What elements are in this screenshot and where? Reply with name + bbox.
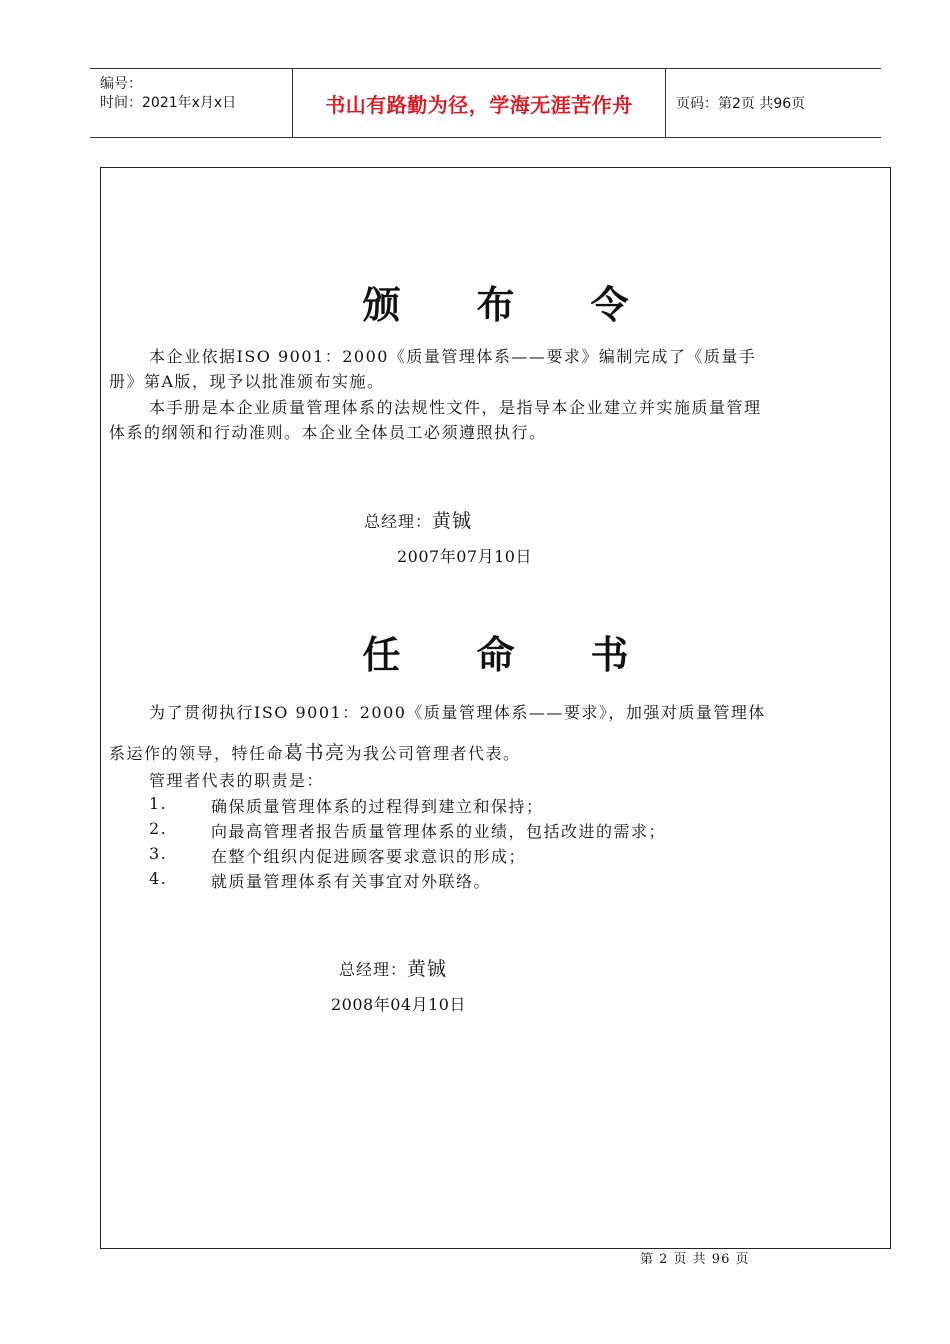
duties-intro: 管理者代表的职责是： [149, 771, 325, 790]
promulgation-paragraph-1 [109, 344, 881, 394]
promulgation-title-char: 颁 [362, 282, 401, 327]
duty-item [149, 844, 526, 867]
appointment-title-char: 命 [476, 632, 515, 677]
promulgation-date: 2007年07月10日 [397, 547, 532, 566]
appointment-title-char: 书 [590, 632, 629, 677]
promulgation-title [101, 274, 890, 329]
appointment-date: 2008年04月10日 [331, 995, 466, 1014]
header-motto: 书山有路勤为径，学海无涯苦作舟 [325, 92, 633, 117]
duty-item [149, 794, 544, 817]
duty-number: 2. [149, 819, 168, 838]
appointment-signature [339, 954, 447, 981]
text-segment: 为我公司管理者代表。 [345, 744, 521, 763]
duty-item [149, 869, 491, 892]
header-motto-cell [293, 69, 666, 137]
signer-name: 黄铖 [407, 958, 448, 980]
appointee-name: 葛书亮 [284, 742, 346, 764]
promulgation-title-char: 令 [590, 282, 629, 327]
promulgation-signature [364, 506, 472, 533]
duty-number: 1. [149, 794, 168, 813]
doc-number-label: 编号： [100, 76, 142, 92]
duty-number: 3. [149, 844, 168, 863]
duty-number: 4. [149, 869, 168, 888]
document-frame [100, 167, 891, 1249]
promulgation-paragraph-2 [109, 395, 881, 445]
duty-text: 确保质量管理体系的过程得到建立和保持； [211, 797, 544, 816]
signer-label: 总经理： [364, 512, 433, 531]
appointment-paragraph [109, 693, 881, 774]
duty-text: 就质量管理体系有关事宜对外联络。 [211, 872, 492, 891]
header-page-cell [666, 69, 881, 137]
text-line: 体系的纲领和行动准则。本企业全体员工必须遵照执行。 [109, 423, 547, 442]
duty-text: 在整个组织内促进顾客要求意识的形成； [211, 847, 527, 866]
text-line: 册》第A版，现予以批准颁布实施。 [109, 372, 385, 391]
header-meta-cell [90, 69, 293, 137]
footer-page-number: 第 2 页 共 96 页 [640, 1252, 750, 1267]
signer-label: 总经理： [339, 960, 408, 979]
text-line: 本手册是本企业质量管理体系的法规性文件，是指导本企业建立并实施质量管理 [149, 398, 762, 417]
header-table [90, 68, 881, 138]
text-line: 本企业依据ISO 9001：2000《质量管理体系——要求》编制完成了《质量手 [149, 347, 757, 366]
appointment-title-char: 任 [362, 632, 401, 677]
duty-text: 向最高管理者报告质量管理体系的业绩，包括改进的需求； [211, 822, 667, 841]
header-page-info: 页码：第2页 共96页 [676, 96, 806, 112]
text-line: 为了贯彻执行ISO 9001：2000《质量管理体系——要求》，加强对质量管理体 [149, 703, 766, 722]
doc-time-label: 时间：2021年x月x日 [100, 95, 237, 111]
promulgation-title-char: 布 [476, 282, 515, 327]
text-segment: 系运作的领导，特任命 [109, 744, 285, 763]
appointment-title [101, 624, 890, 679]
signer-name: 黄铖 [432, 510, 473, 532]
duty-item [149, 819, 666, 842]
